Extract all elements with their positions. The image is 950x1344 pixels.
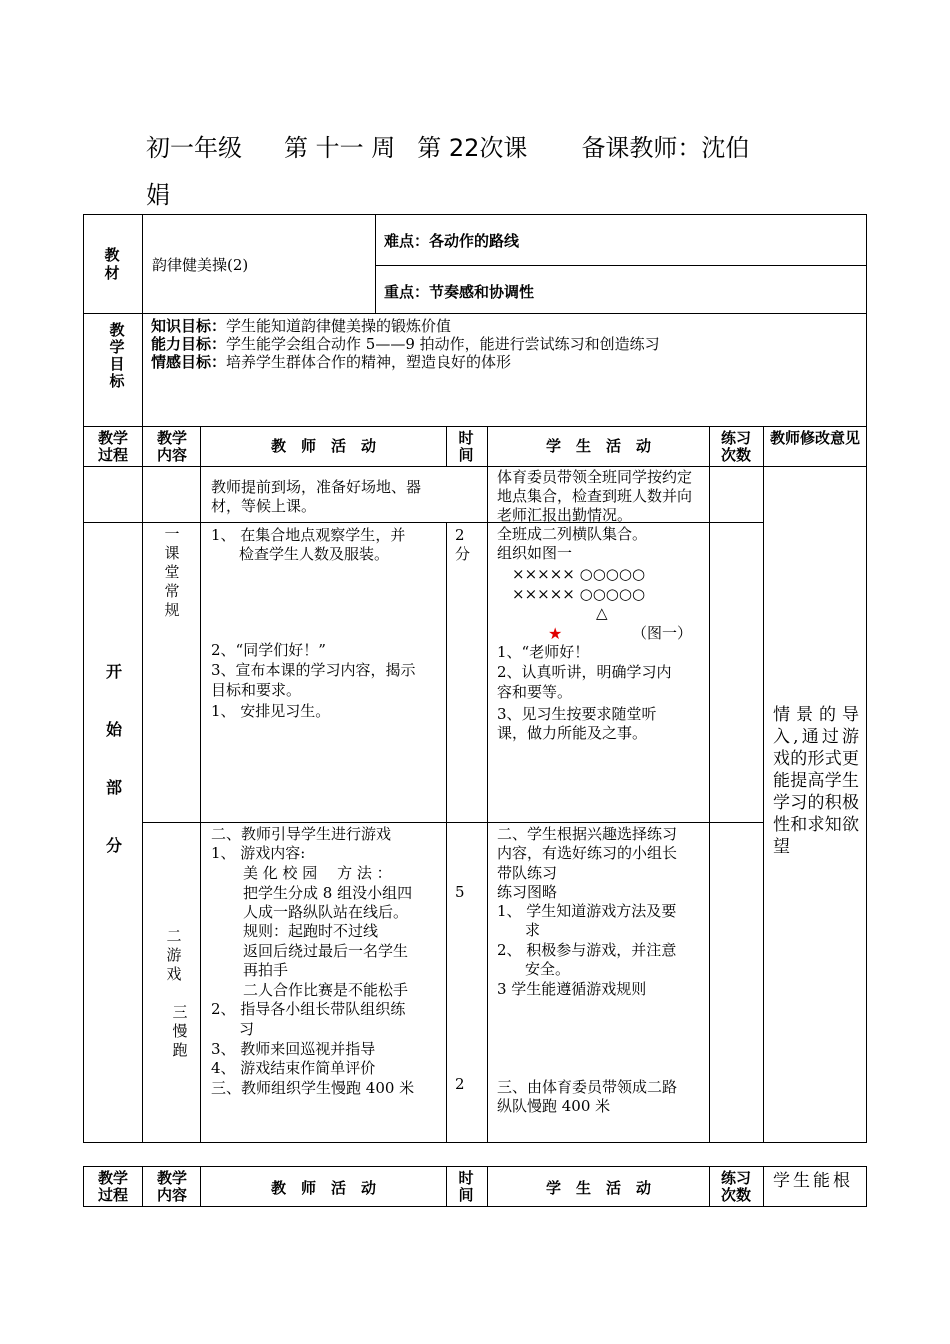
col-count-2: 练习次数	[720, 1169, 751, 1204]
s2-student-1: 二、学生根据兴趣选择练习	[497, 825, 678, 843]
s2-teacher-8: 再拍手	[243, 961, 289, 979]
s2-teacher-7: 返回后绕过最后一名学生	[243, 942, 409, 960]
s1-student-2: 组织如图一	[497, 544, 573, 562]
col-content: 教学内容	[156, 429, 187, 464]
col-time-2: 时间	[458, 1169, 474, 1204]
s1-student-4: 2、认真听讲，明确学习内	[497, 663, 672, 681]
col-student: 学 生 活 动	[545, 437, 651, 455]
col-teacher: 教 师 活 动	[270, 437, 376, 455]
s2-teacher-11: 习	[239, 1020, 255, 1038]
col-count: 练习次数	[720, 429, 751, 464]
s2-teacher-6: 规则：起跑时不过线	[243, 922, 379, 940]
goal-text: 学生能学会组合动作 5——9 拍动作，能进行尝试练习和创造练习	[226, 335, 660, 353]
col-teacher-2: 教 师 活 动	[270, 1179, 376, 1197]
col-process-2: 教学过程	[97, 1169, 128, 1204]
content-jog	[170, 1003, 190, 1060]
s1-student-5: 容和要等。	[497, 683, 573, 701]
process-start	[104, 643, 124, 875]
goal-text: 学生能知道韵律健美操的锻炼价值	[226, 317, 452, 335]
s2-time-b: 2	[455, 1075, 465, 1093]
s1-student-3: 1、“老师好！	[497, 643, 590, 661]
s2-time-a: 5	[455, 883, 465, 901]
s2-student-9: 3 学生能遵循游戏规则	[497, 980, 647, 998]
material-label: 教材	[104, 246, 120, 282]
s2-teacher-5: 人成一路纵队站在线后。	[243, 903, 409, 921]
s2-teacher-2: 1、 游戏内容:	[211, 844, 306, 862]
page-title	[146, 123, 826, 173]
teacher-name-cont: 娟	[146, 181, 170, 209]
s1-teacher-3: 2、“同学们好！”	[211, 641, 326, 659]
pre-student: 体育委员带领全班同学按约定地点集合，检查到班人数并向老师汇报出勤情况。	[497, 468, 693, 524]
col-student-2: 学 生 活 动	[545, 1179, 651, 1197]
goal-emotion	[151, 353, 511, 371]
s2-student-10: 三、由体育委员带领成二路	[497, 1078, 678, 1096]
s2-student-2: 内容，有选好练习的小组长	[497, 844, 678, 862]
key-point	[384, 283, 534, 302]
time-value: 2 分	[455, 526, 471, 563]
goal-label: 能力目标：	[151, 335, 227, 353]
s1-teacher-4: 3、宣布本课的学习内容，揭示	[211, 661, 416, 679]
s2-teacher-12: 3、 教师来回巡视并指导	[211, 1040, 376, 1058]
pre-teacher: 教师提前到场，准备好场地、器材，等候上课。	[211, 478, 422, 515]
s1-student-6: 3、见习生按要求随堂听	[497, 705, 657, 723]
s2-teacher-10: 2、 指导各小组长带队组织练	[211, 1000, 406, 1018]
star-icon: ★	[548, 624, 563, 643]
process-label: 开 始 部 分	[105, 662, 122, 855]
advice-text: 情景的导入,通过游戏的形式更能提高学生学习的积极性和求知欲望	[773, 705, 859, 857]
s2-student-3: 带队练习	[497, 864, 558, 882]
col-time: 时间	[458, 429, 474, 464]
s1-teacher-5: 目标和要求。	[211, 681, 302, 699]
s2-teacher-1: 二、教师引导学生进行游戏	[211, 825, 392, 843]
difficulty-text: 各动作的路线	[429, 232, 520, 250]
s2-student-11: 纵队慢跑 400 米	[497, 1097, 611, 1115]
formation-row-2: ××××× ○○○○○	[512, 585, 646, 603]
goal-knowledge	[151, 317, 451, 335]
s1-time	[455, 526, 471, 564]
difficulty	[384, 232, 519, 251]
formation-row-1: ××××× ○○○○○	[512, 565, 646, 583]
content-label: 二 游 戏	[166, 927, 182, 983]
col-process: 教学过程	[97, 429, 128, 464]
lesson: 第 22次课	[417, 134, 528, 162]
col-content-2: 教学内容	[156, 1169, 187, 1204]
s2-student-8: 安全。	[525, 960, 571, 978]
goal-text: 培养学生群体合作的精神，塑造良好的体形	[226, 353, 512, 371]
key-text: 节奏感和协调性	[429, 283, 535, 301]
goals-label: 教学目标	[109, 321, 125, 390]
key-label: 重点：	[384, 283, 430, 301]
material-content: 韵律健美操(2)	[152, 256, 249, 274]
goal-label: 情感目标：	[151, 353, 227, 371]
goal-ability	[151, 335, 660, 353]
s1-student-1: 全班成二列横队集合。	[497, 525, 648, 543]
figure-caption: （图一）	[632, 624, 693, 642]
s2-teacher-9: 二人合作比赛是不能松手	[243, 981, 409, 999]
week: 第 十一 周	[284, 134, 396, 162]
s2-student-6: 求	[525, 921, 541, 939]
s2-teacher-3: 美 化 校 园 方 法 ：	[243, 864, 392, 882]
content-label: 三 慢 跑	[172, 1003, 188, 1059]
grade: 初一年级	[146, 134, 242, 162]
difficulty-label: 难点：	[384, 232, 430, 250]
col-advice: 教师修改意见	[769, 429, 860, 447]
goal-label: 知识目标：	[151, 317, 227, 335]
s1-student-7: 课，做力所能及之事。	[497, 724, 648, 742]
s2-student-5: 1、 学生知道游戏方法及要	[497, 902, 677, 920]
s2-student-4: 练习图略	[497, 883, 558, 901]
s1-teacher-1: 1、 在集合地点观察学生，并	[211, 526, 406, 544]
s2-teacher-13: 4、 游戏结束作简单评价	[211, 1059, 376, 1077]
triangle-icon: △	[596, 604, 608, 622]
teacher-label: 备课教师：沈伯	[581, 134, 750, 162]
s2-student-7: 2、 积极参与游戏，并注意	[497, 941, 677, 959]
content-routine	[162, 525, 182, 620]
s2-teacher-4: 把学生分成 8 组没小组四	[243, 884, 413, 902]
s1-teacher-2: 检查学生人数及服装。	[239, 545, 390, 563]
s1-teacher-6: 1、 安排见习生。	[211, 702, 331, 720]
content-label: 一 课 堂 常 规	[164, 525, 180, 619]
advice-continued: 学生能根	[773, 1171, 853, 1191]
content-game	[164, 927, 184, 984]
s2-teacher-14: 三、教师组织学生慢跑 400 米	[211, 1079, 415, 1097]
